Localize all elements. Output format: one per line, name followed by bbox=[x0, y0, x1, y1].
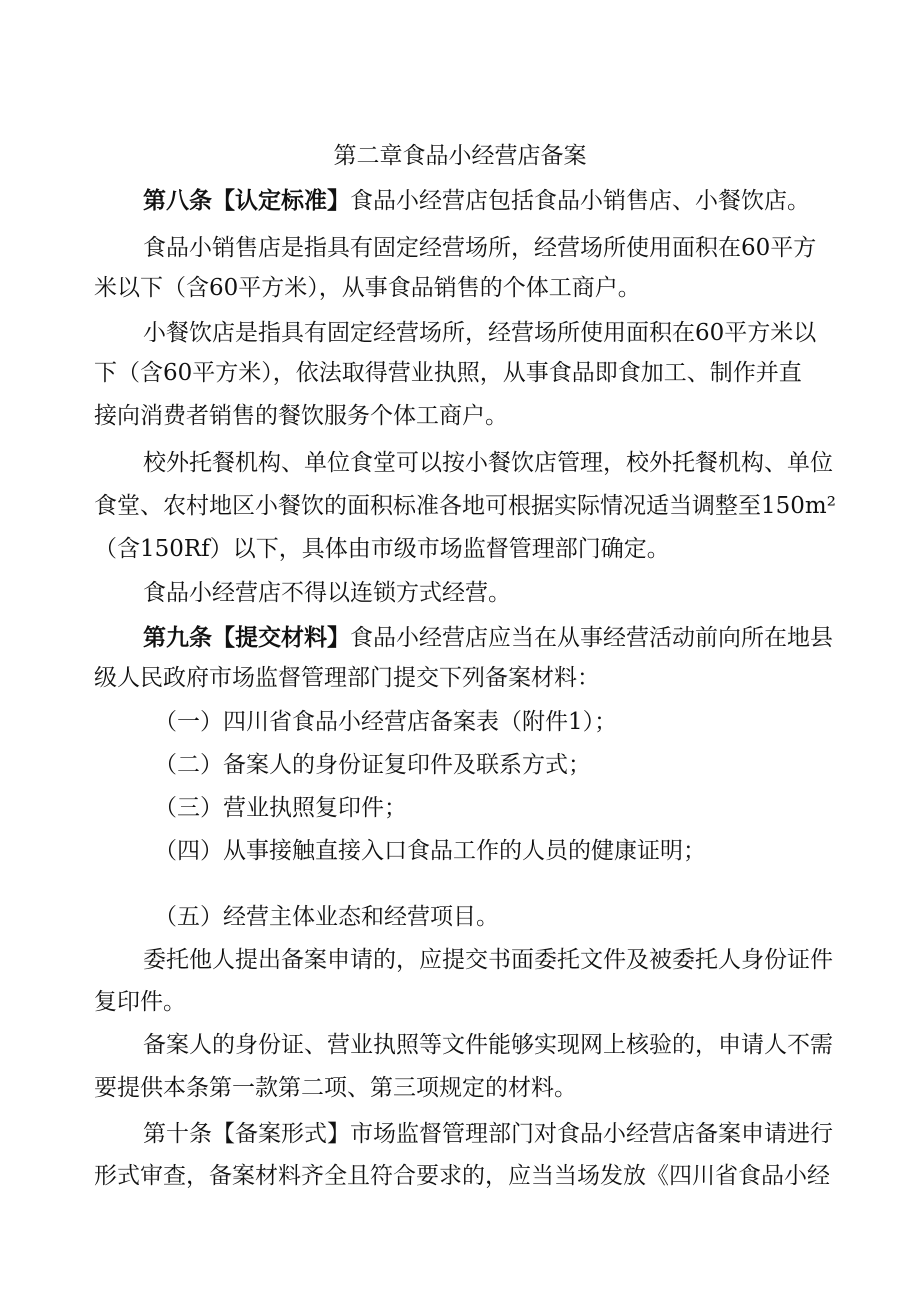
chapter-title: 第二章食品小经营店备案 bbox=[333, 143, 587, 169]
article-9-text: 食品小经营店应当在从事经营活动前向所在地县 bbox=[350, 625, 833, 651]
article-9-line-1 bbox=[143, 618, 833, 658]
canteen-line-3: （含150Rf）以下，具体由市级市场监督管理部门确定。 bbox=[94, 536, 670, 562]
article-10-text: 市场监督管理部门对食品小经营店备案申请进行 bbox=[350, 1121, 833, 1147]
online-verify-line-2: 要提供本条第一款第二项、第三项规定的材料。 bbox=[94, 1075, 577, 1101]
article-8-text: 食品小经营店包括食品小销售店、小餐饮店。 bbox=[350, 188, 810, 214]
article-9-line-2: 级人民政府市场监督管理部门提交下列备案材料： bbox=[94, 665, 600, 691]
material-item-1: （一）四川省食品小经营店备案表（附件1）； bbox=[154, 709, 618, 735]
entrust-line-1: 委托他人提出备案申请的，应提交书面委托文件及被委托人身份证件 bbox=[143, 947, 833, 973]
canteen-line-1: 校外托餐机构、单位食堂可以按小餐饮店管理，校外托餐机构、单位 bbox=[143, 450, 833, 476]
sales-store-line-2: 米以下（含60平方米），从事食品销售的个体工商户。 bbox=[94, 275, 641, 301]
catering-line-1: 小餐饮店是指具有固定经营场所，经营场所使用面积在60平方米以 bbox=[143, 320, 817, 346]
article-9-label: 第九条【提交材料】 bbox=[143, 624, 350, 651]
material-item-3: （三）营业执照复印件； bbox=[154, 795, 407, 821]
entrust-line-2: 复印件。 bbox=[94, 989, 186, 1015]
catering-line-3: 接向消费者销售的餐饮服务个体工商户。 bbox=[94, 403, 508, 429]
chain-restriction-line: 食品小经营店不得以连锁方式经营。 bbox=[143, 580, 511, 606]
article-8-line bbox=[143, 181, 810, 221]
material-item-2: （二）备案人的身份证复印件及联系方式； bbox=[154, 752, 591, 778]
material-item-4: （四）从事接触直接入口食品工作的人员的健康证明； bbox=[154, 838, 706, 864]
article-8-label: 第八条【认定标准】 bbox=[143, 187, 350, 214]
sales-store-line-1: 食品小销售店是指具有固定经营场所，经营场所使用面积在60平方 bbox=[143, 235, 817, 261]
material-item-5: （五）经营主体业态和经营项目。 bbox=[154, 904, 499, 930]
article-10-label: 第十条【备案形式】 bbox=[143, 1121, 350, 1147]
article-10-line-1 bbox=[143, 1114, 833, 1154]
online-verify-line-1: 备案人的身份证、营业执照等文件能够实现网上核验的，申请人不需 bbox=[143, 1032, 833, 1058]
catering-line-2: 下（含60平方米），依法取得营业执照，从事食品即食加工、制作并直 bbox=[94, 360, 802, 386]
article-10-line-2: 形式审查，备案材料齐全且符合要求的，应当当场发放《四川省食品小经 bbox=[94, 1163, 830, 1189]
canteen-line-2: 食堂、农村地区小餐饮的面积标准各地可根据实际情况适当调整至150m² bbox=[94, 493, 836, 519]
